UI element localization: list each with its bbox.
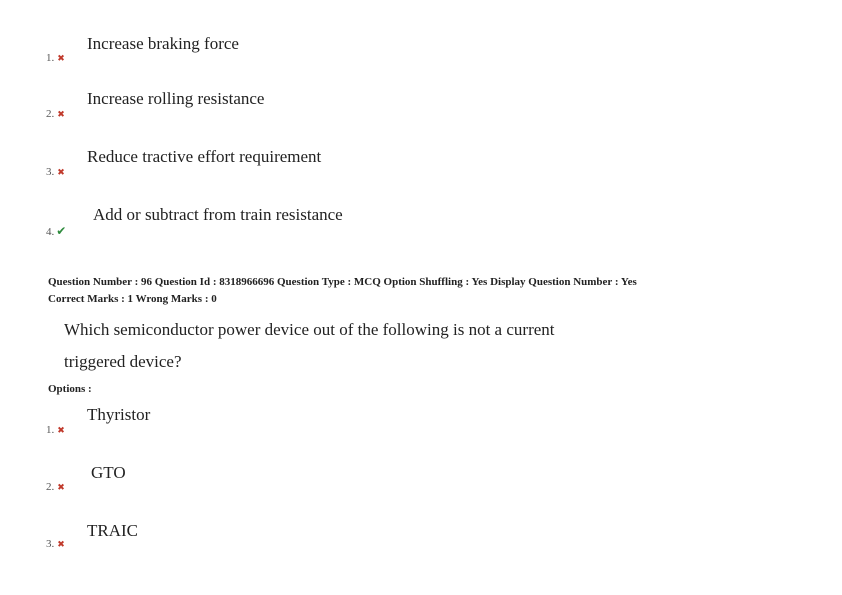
option-number: 2. <box>46 108 55 120</box>
option-number: 3. <box>46 538 55 550</box>
option-text: Reduce tractive effort requirement <box>87 147 322 166</box>
cross-mark-icon: ✖ <box>57 110 65 120</box>
check-mark-icon: ✔ <box>56 224 67 238</box>
cross-mark-icon: ✖ <box>57 540 65 550</box>
option-text: TRAIC <box>87 521 138 540</box>
option-number: 2. <box>46 481 55 493</box>
option-number: 3. <box>46 166 55 178</box>
option-text: Thyristor <box>87 405 151 424</box>
cross-mark-icon: ✖ <box>57 168 65 178</box>
cross-mark-icon: ✖ <box>57 426 65 436</box>
question-text-line1: Which semiconductor power device out of the following is not a current <box>64 320 555 339</box>
cross-mark-icon: ✖ <box>57 54 65 64</box>
option-text: GTO <box>91 463 126 482</box>
cross-mark-icon: ✖ <box>57 483 65 493</box>
option-number: 1. <box>46 424 55 436</box>
option-text: Add or subtract from train resistance <box>93 205 343 224</box>
question-meta-line2: Correct Marks : 1 Wrong Marks : 0 <box>48 293 217 305</box>
option-number: 1. <box>46 52 55 64</box>
option-text: Increase braking force <box>87 34 239 53</box>
question-text-line2: triggered device? <box>64 352 182 371</box>
option-number: 4. <box>46 226 55 238</box>
question-meta-line1: Question Number : 96 Question Id : 8318966696 Question Type : MCQ Option Shuffling : Yes Display Question Number : Yes <box>48 276 637 288</box>
option-text: Increase rolling resistance <box>87 89 265 108</box>
options-label: Options : <box>48 383 92 395</box>
